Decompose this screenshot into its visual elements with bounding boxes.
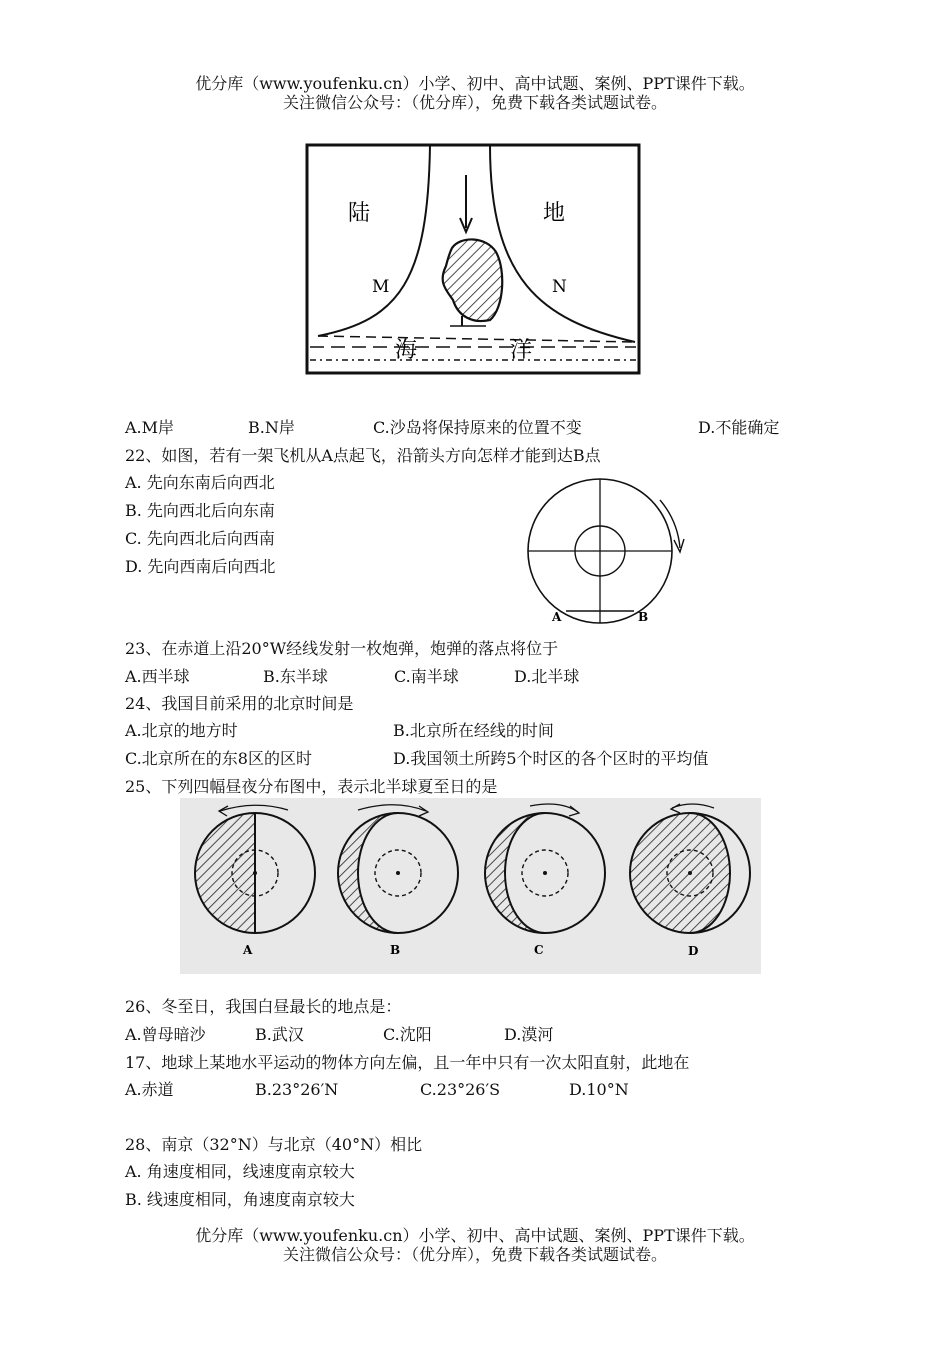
q23-option-a: A.西半球: [125, 667, 190, 686]
bank-label-m: M: [372, 277, 390, 297]
diagram-label-d: D: [688, 944, 699, 958]
q22-option-c: C. 先向西北后向西南: [125, 529, 275, 548]
q21-option-d: D.不能确定: [698, 418, 780, 437]
q21-option-b: B.N岸: [248, 418, 295, 437]
q23-option-b: B.东半球: [263, 667, 328, 686]
sea-label-left: 海: [395, 338, 418, 363]
bank-label-n: N: [552, 277, 567, 297]
q23-option-d: D.北半球: [514, 667, 580, 686]
diagram-label-a: A: [243, 943, 253, 957]
q27-option-a: A.赤道: [125, 1080, 174, 1099]
q28-option-b: B. 线速度相同，角速度南京较大: [125, 1190, 355, 1209]
footer-line-2: 关注微信公众号：（优分库），免费下载各类试题试卷。: [282, 1245, 667, 1264]
polar-route-figure: [520, 476, 690, 626]
q23-stem: 23、在赤道上沿20°W经线发射一枚炮弹，炮弹的落点将位于: [125, 639, 559, 658]
q27-option-b: B.23°26′N: [255, 1080, 339, 1099]
q26-option-d: D.漠河: [504, 1025, 554, 1044]
q22-option-a: A. 先向东南后向西北: [125, 473, 275, 492]
q26-option-a: A.曾母暗沙: [125, 1025, 206, 1044]
land-label-left: 陆: [348, 201, 371, 226]
q24-option-d: D.我国领土所跨5个时区的各个区时的平均值: [393, 749, 709, 768]
q24-stem: 24、我国目前采用的北京时间是: [125, 694, 354, 713]
land-label-right: 地: [543, 201, 566, 226]
q23-option-c: C.南半球: [394, 667, 459, 686]
q22-option-d: D. 先向西南后向西北: [125, 557, 276, 576]
header-line-1: 优分库（www.youfenku.cn）小学、初中、高中试题、案例、PPT课件下载。: [195, 74, 755, 93]
q25-stem: 25、下列四幅昼夜分布图中，表示北半球夏至日的是: [125, 777, 498, 796]
q22-option-b: B. 先向西北后向东南: [125, 501, 275, 520]
point-b-label: B: [638, 610, 649, 624]
q27-option-d: D.10°N: [569, 1080, 629, 1099]
diagram-label-b: B: [390, 943, 401, 957]
sea-label-right: 洋: [510, 338, 533, 363]
q28-stem: 28、南京（32°N）与北京（40°N）相比: [125, 1135, 423, 1154]
q28-option-a: A. 角速度相同，线速度南京较大: [125, 1162, 355, 1181]
q27-option-c: C.23°26′S: [420, 1080, 501, 1099]
header-line-2: 关注微信公众号：（优分库），免费下载各类试题试卷。: [282, 93, 667, 112]
day-night-figure: [180, 798, 761, 974]
diagram-label-c: C: [534, 943, 544, 957]
q26-option-b: B.武汉: [255, 1025, 304, 1044]
q21-option-c: C.沙岛将保持原来的位置不变: [373, 418, 582, 437]
q22-stem: 22、如图，若有一架飞机从A点起飞，沿箭头方向怎样才能到达B点: [125, 446, 601, 465]
q26-option-c: C.沈阳: [383, 1025, 432, 1044]
point-a-label: A: [552, 610, 562, 624]
q27-stem: 17、地球上某地水平运动的物体方向左偏，且一年中只有一次太阳直射，此地在: [125, 1053, 690, 1072]
q26-stem: 26、冬至日，我国白昼最长的地点是：: [125, 997, 402, 1016]
q24-option-b: B.北京所在经线的时间: [393, 721, 554, 740]
footer-line-1: 优分库（www.youfenku.cn）小学、初中、高中试题、案例、PPT课件下载。: [195, 1226, 755, 1245]
q24-option-a: A.北京的地方时: [125, 721, 238, 740]
q21-option-a: A.M岸: [125, 418, 175, 437]
river-sandbar-figure: [300, 140, 645, 378]
q24-option-c: C.北京所在的东8区的区时: [125, 749, 312, 768]
